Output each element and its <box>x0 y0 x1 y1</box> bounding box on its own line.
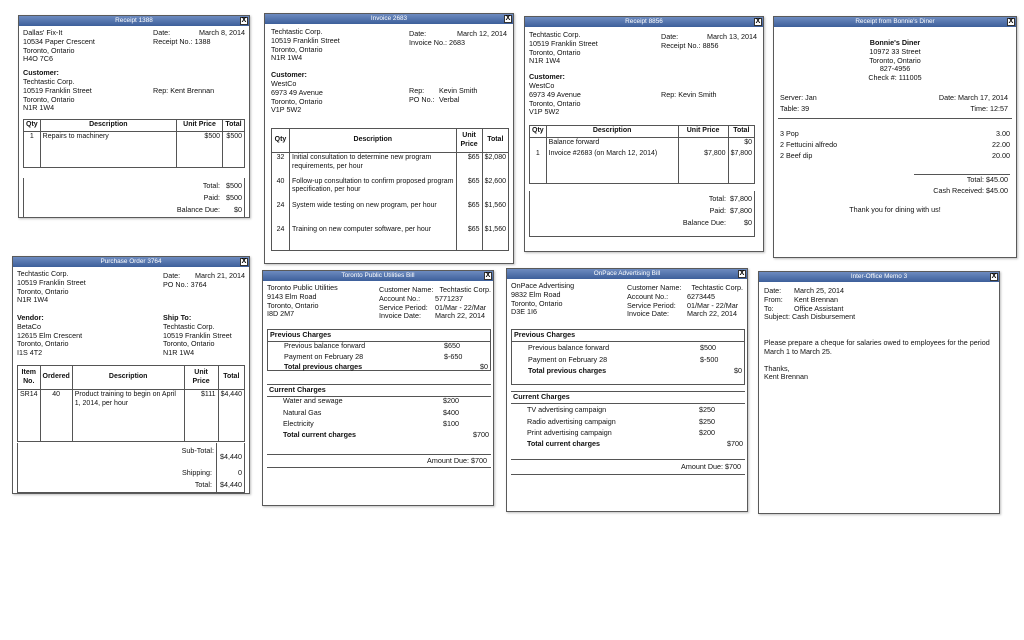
customer-label: Customer: <box>271 70 307 79</box>
customer-address: WestCo 6973 49 Avenue Toronto, Ontario V1P 5W2 <box>529 81 581 117</box>
receipt-meta: Date: March 8, 2014 Receipt No.: 1388 <box>153 28 245 46</box>
close-icon[interactable]: X <box>991 273 997 280</box>
title-bar[interactable] <box>774 17 1016 27</box>
po-meta: Date: March 21, 2014 PO No.: 3764 <box>163 271 245 289</box>
vendor-address: Vendor: BetaCo 12615 Elm Crescent Toronto, Ontario I1S 4T2 <box>17 313 83 358</box>
receipt-8856-window <box>524 16 764 252</box>
amount-due: Amount Due: $700 <box>427 456 487 465</box>
table-row: 1 Repairs to machinery $500 $500 <box>24 131 245 167</box>
diner-header: Bonnie's Diner 10972 33 Street Toronto, Ontario 827-4956 Check #: 111005 <box>774 39 1016 83</box>
window-title: OnPace Advertising Bill <box>593 270 661 277</box>
list-item: 2 Beef dip 20.00 <box>780 150 1010 160</box>
totals-box: Sub-Total: $4,440 Shipping: 0 Total: $4,440 <box>17 443 245 493</box>
title-bar[interactable] <box>19 16 249 26</box>
title-bar[interactable] <box>525 17 763 27</box>
company-address: Toronto Public Utilities 9143 Elm Road Toronto, Ontario I8D 2M7 <box>267 283 338 319</box>
title-bar[interactable] <box>507 269 747 279</box>
invoice-meta: Date: March 12, 2014 Invoice No.: 2683 <box>409 29 507 47</box>
diner-totals: Total: $45.00 Cash Received: $45.00 <box>933 175 1008 195</box>
date-time: Date: March 17, 2014 Time: 12:57 <box>938 93 1008 113</box>
window-title: Receipt 8856 <box>625 18 663 25</box>
title-bar[interactable] <box>265 14 513 24</box>
bill-meta: Customer Name: Techtastic Corp. Account No.: 6273445 Service Period: 01/Mar - 22/Mar Invoice Date: March 22, 2014 <box>627 283 743 319</box>
table-row: 40 Follow-up consultation to confirm proposed program specification, per hour $65 $2,600 <box>272 177 509 201</box>
company-address: Techtastic Corp. 10519 Franklin Street Toronto, Ontario N1R 1W4 <box>17 269 86 305</box>
check-number: Check #: 111005 <box>868 73 922 83</box>
title-bar[interactable] <box>759 272 999 282</box>
bill-meta: Customer Name: Techtastic Corp. Account No.: 5771237 Service Period: 01/Mar - 22/Mar Invoice Date: March 22, 2014 <box>379 285 491 321</box>
rep-field: Rep: Kent Brennan <box>153 86 215 95</box>
close-icon[interactable]: X <box>505 15 511 22</box>
customer-address: WestCo 6973 49 Avenue Toronto, Ontario V1P 5W2 <box>271 79 323 115</box>
company-address: Techtastic Corp. 10519 Franklin Street Toronto, Ontario N1R 1W4 <box>271 27 340 63</box>
totals-box: Total: $500 Paid: $500 Balance Due: $0 <box>23 178 245 218</box>
memo-body: Please prepare a cheque for salaries owed to employees for the period March 1 to March 25. Thanks, Kent Brennan <box>764 338 990 382</box>
totals-box: Total: $7,800 Paid: $7,800 Balance Due: $0 <box>529 191 755 237</box>
diner-receipt-window <box>773 16 1017 258</box>
close-icon[interactable]: X <box>241 258 247 265</box>
close-icon[interactable]: X <box>1008 18 1014 25</box>
current-charges: Current Charges Water and sewage $200 Natural Gas $400 Electricity $100 Total current charges $700 <box>269 385 489 440</box>
utilities-bill-window <box>262 270 494 506</box>
table-row: Balance forward $0 <box>530 137 755 149</box>
items-table: Qty Description Unit Price Total 32 Initial consultation to determine new program requirements, per hour $65 $2,080 40 Follow-up consultation to confirm proposed program specification, per hour $65 $2,600 24 System wide testing on new program, per hour $65 $1,560 24 Training on new computer software, per hour $65 $1,560 <box>271 128 509 251</box>
amount-due: Amount Due: $700 <box>681 462 741 471</box>
table-row: 24 Training on new computer software, per hour $65 $1,560 <box>272 225 509 251</box>
customer-address: Techtastic Corp. 10519 Franklin Street Toronto, Ontario N1R 1W4 <box>23 77 92 113</box>
receipt-meta: Date: March 13, 2014 Receipt No.: 8856 <box>661 32 757 50</box>
memo-window <box>758 271 1000 514</box>
company-address: Dallas' Fix-It 10534 Paper Crescent Toronto, Ontario H4O 7C6 <box>23 28 95 64</box>
list-item: 3 Pop 3.00 <box>780 129 1010 138</box>
diner-name: Bonnie's Diner <box>869 38 921 47</box>
items-table: Item No. Ordered Description Unit Price Total SR14 40 Product training to begin on April 1, 2014, per hour $111 $4,440 <box>17 365 245 442</box>
title-bar[interactable] <box>13 257 249 267</box>
window-title: Purchase Order 3764 <box>100 258 162 265</box>
items-table: Qty Description Unit Price Total 1 Repairs to machinery $500 $500 <box>23 119 245 168</box>
table-row: 24 System wide testing on new program, per hour $65 $1,560 <box>272 201 509 225</box>
invoice-2683-window <box>264 13 514 264</box>
window-title: Toronto Public Utilities Bill <box>341 272 415 279</box>
close-icon[interactable]: X <box>755 18 761 25</box>
ship-to-address: Ship To: Techtastic Corp. 10519 Franklin Street Toronto, Ontario N1R 1W4 <box>163 313 232 358</box>
receipt-1388-window <box>18 15 250 218</box>
list-item: 2 Fettucini alfredo 22.00 <box>780 139 1010 149</box>
customer-label: Customer: <box>23 68 59 77</box>
previous-charges: Previous Charges Previous balance forward $650 Payment on February 28 $-650 Total previous charges $0 <box>267 329 491 371</box>
rep-fields: Rep: Kevin Smith PO No.: Verbal <box>409 86 478 104</box>
table-row: 32 Initial consultation to determine new program requirements, per hour $65 $2,080 <box>272 153 509 177</box>
items-table: Qty Description Unit Price Total Balance forward $0 1 Invoice #2683 (on March 12, 2014) $7,800 $7,800 <box>529 125 755 184</box>
company-address: OnPace Advertising 9832 Elm Road Toronto, Ontario D3E 1I6 <box>511 281 575 317</box>
table-row: SR14 40 Product training to begin on April 1, 2014, per hour $111 $4,440 <box>18 390 245 442</box>
window-title: Receipt 1388 <box>115 17 153 24</box>
rep-field: Rep: Kevin Smith <box>661 90 717 99</box>
current-charges: Current Charges TV advertising campaign $250 Radio advertising campaign $250 Print advertising campaign $200 Total current charges $700 <box>513 392 743 449</box>
title-bar[interactable] <box>263 271 493 281</box>
table-row: 1 Invoice #2683 (on March 12, 2014) $7,800 $7,800 <box>530 149 755 183</box>
close-icon[interactable]: X <box>241 17 247 24</box>
memo-header: Date: March 25, 2014 From: Kent Brennan To: Office Assistant Subject: Cash Disbursement <box>764 286 856 322</box>
diner-items <box>780 130 1010 160</box>
server-info: Server: Jan Table: 39 <box>780 93 817 113</box>
company-address: Techtastic Corp. 10519 Franklin Street Toronto, Ontario N1R 1W4 <box>529 30 598 66</box>
purchase-order-3764-window <box>12 256 250 494</box>
thanks-text: Thank you for dining with us! <box>849 205 941 214</box>
previous-charges: Previous Charges Previous balance forward $500 Payment on February 28 $-500 Total previous charges $0 <box>511 329 745 385</box>
advertising-bill-window <box>506 268 748 512</box>
customer-label: Customer: <box>529 72 565 81</box>
close-icon[interactable]: X <box>739 270 745 277</box>
window-title: Receipt from Bonnie's Diner <box>855 18 935 25</box>
window-title: Inter-Office Memo 3 <box>850 273 908 280</box>
window-title: Invoice 2683 <box>370 15 408 22</box>
close-icon[interactable]: X <box>485 272 491 279</box>
